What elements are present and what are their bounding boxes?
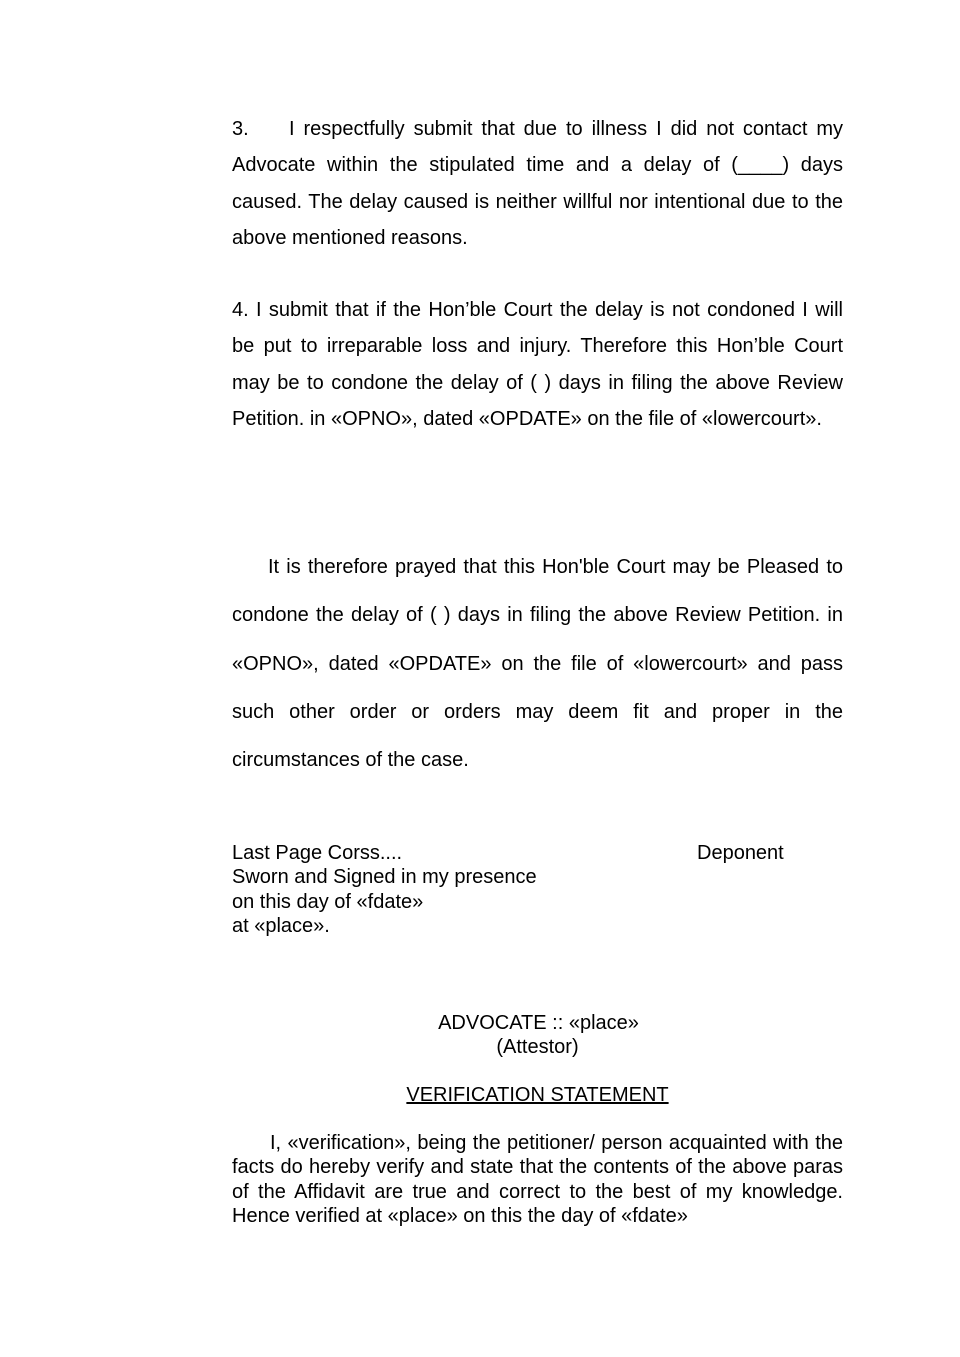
paragraph-3: [232, 111, 843, 256]
deponent-label: Deponent: [697, 842, 784, 864]
verification-paragraph: [232, 1131, 843, 1228]
verification-heading: VERIFICATION STATEMENT: [406, 1084, 669, 1106]
sworn-line: Sworn and Signed in my presence: [232, 866, 537, 889]
attestor-line: (Attestor): [496, 1036, 579, 1059]
advocate-line: ADVOCATE :: «place»: [438, 1012, 639, 1034]
paragraph-3-text: I respectfully submit that due to illness I did not contact my Advocate within the stipulated time and a delay of (____) days caused. The delay caused is neither willful nor intentional due to the above mentioned reasons.: [232, 118, 843, 249]
paragraph-4-text: 4. I submit that if the Hon’ble Court the delay is not condoned I will be put to irreparable loss and injury. Therefore this Hon’ble Court may be to condone the delay of ( ) days in filing the above Review Petition. in «OPNO», dated «OPDATE» on the file of «lowercourt».: [232, 299, 843, 430]
sworn-place-line: at «place».: [232, 914, 330, 937]
prayer-paragraph: [232, 543, 843, 784]
paragraph-4: [232, 292, 843, 437]
paragraph-3-number: 3.: [232, 118, 249, 140]
last-page-note: Last Page Corss....: [232, 842, 403, 864]
advocate-block: [232, 1011, 843, 1060]
verification-text: I, «verification», being the petitioner/ person acquainted with the facts do hereby verify and state that the contents of the above paras of the Affidavit are true and correct to the best of my knowledge. Hence verified at «place» on this the day of «fdate»: [232, 1132, 843, 1227]
sworn-date-line: on this day of «fdate»: [232, 890, 424, 913]
prayer-text: It is therefore prayed that this Hon'ble Court may be Pleased to condone the delay of ( ) days in filing the above Review Petition. in «OPNO», dated «OPDATE» on the file of «lowercourt» and pass such other order or orders may deem fit and proper in the circumstances of the case.: [232, 556, 843, 772]
